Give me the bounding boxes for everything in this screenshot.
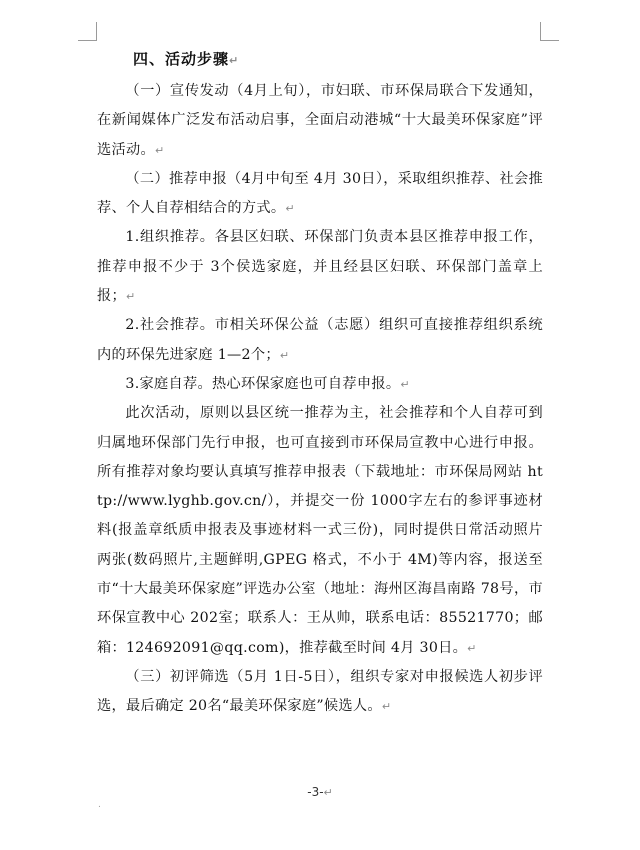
paragraph-recommendation: （二）推荐申报（4月中旬至 4月 30日），采取组织推荐、社会推荐、个人自荐相结合的方式。↵ [97, 170, 543, 217]
paragraph-preliminary-selection: （三）初评筛选（5月 1日-5日），组织专家对申报候选人初步评选，最后确定 20名“最美环保家庭”候选人。↵ [97, 668, 543, 715]
paragraph-social-recommendation: 2.社会推荐。市相关环保公益（志愿）组织可直接推荐组织系统内的环保先进家庭 1—2个；↵ [97, 317, 543, 363]
document-body [97, 48, 543, 722]
paragraph-mark: ↵ [229, 54, 240, 67]
paragraph-self-recommendation: 3.家庭自荐。热心环保家庭也可自荐申报。↵ [125, 375, 410, 392]
paragraph-mark: ↵ [154, 143, 165, 157]
crop-mark-top-right [540, 22, 559, 41]
paragraph-mark: ↵ [467, 641, 477, 655]
paragraph-mark: ↵ [125, 290, 136, 304]
paragraph-mark: ↵ [400, 377, 410, 391]
paragraph-publicity: （一）宣传发动（4月上旬），市妇联、市环保局联合下发通知，在新闻媒体广泛发布活动启事，全面启动港城“十大最美环保家庭”评选活动。↵ [97, 83, 543, 158]
paragraph-mark: ↵ [323, 786, 333, 799]
paragraph-mark: ↵ [381, 700, 392, 714]
page-number: -3-↵ [307, 785, 333, 799]
paragraph-mark: ↵ [285, 202, 295, 216]
paragraph-mark: ↵ [279, 348, 290, 362]
crop-mark-top-left [78, 22, 97, 41]
paragraph-submission-details: 此次活动，原则以县区统一推荐为主，社会推荐和个人自荐可到归属地环保部门先行申报，也可直接到市环保局宣教中心进行申报。所有推荐对象均要认真填写推荐申报表（下载地址：市环保局网站 http://www.lyghb.gov.cn/），并提交一份 1000字左右的参评事迹材料(报盖章纸质申报表及事迹材料一式三份)，同时提供日常活动照片两张(数码照片,主题鲜明,GPEG 格式，不小于 4M)等内容，报送至市“十大最美环保家庭”评选办公室（地址：海州区海昌南路 78号，市环保宣教中心 202室；联系人：王从帅，联系电话：85521770；邮箱：124692091@qq.com)，推荐截至时间 4月 30日。↵ [97, 405, 543, 656]
paragraph-org-recommendation: 1.组织推荐。各县区妇联、环保部门负责本县区推荐申报工作，推荐申报不少于 3个侯选家庭，并且经县区妇联、环保部门盖章上报；↵ [97, 229, 543, 305]
end-mark: . [98, 800, 101, 810]
section-heading: 四、活动步骤↵ [133, 50, 240, 68]
